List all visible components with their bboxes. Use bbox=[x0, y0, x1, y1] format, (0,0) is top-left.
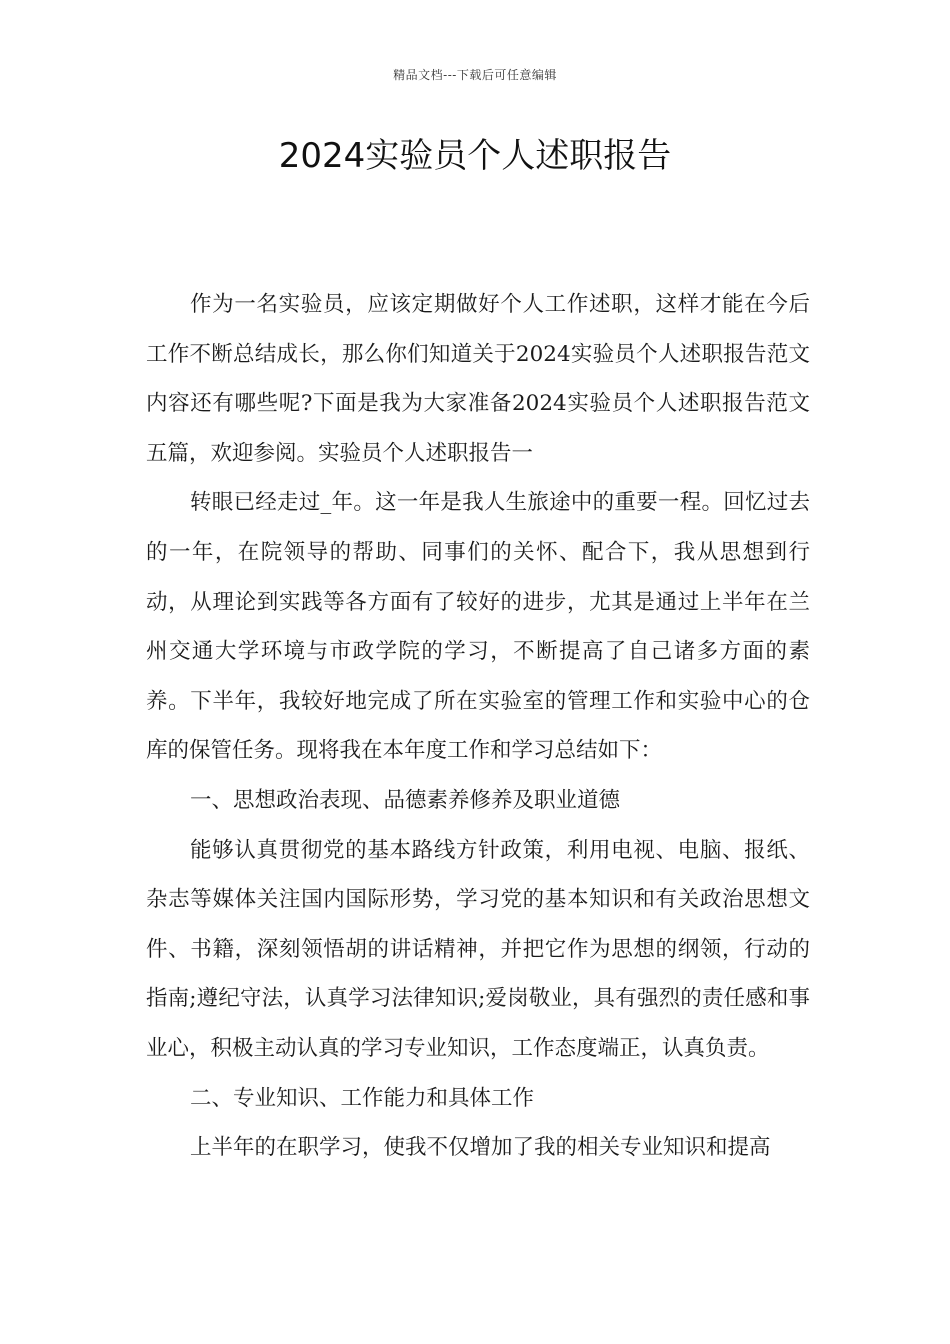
section-heading-1: 一、思想政治表现、品德素养修养及职业道德 bbox=[190, 787, 621, 813]
paragraph-intro: 作为一名实验员，应该定期做好个人工作述职，这样才能在今后工作不断总结成长，那么你们知道关于2024实验员个人述职报告范文内容还有哪些呢?下面是我为大家准备2024实验员个人述职报告范文五篇，欢迎参阅。实验员个人述职报告一 bbox=[146, 292, 810, 466]
document-title: 2024实验员个人述职报告 bbox=[278, 136, 672, 176]
header-note: 精品文档---下载后可任意编辑 bbox=[393, 68, 557, 82]
paragraph-politics: 能够认真贯彻党的基本路线方针政策，利用电视、电脑、报纸、杂志等媒体关注国内国际形势，学习党的基本知识和有关政治思想文件、书籍，深刻领悟胡的讲话精神，并把它作为思想的纲领，行动的指南;遵纪守法，认真学习法律知识;爱岗敬业，具有强烈的责任感和事业心，积极主动认真的学习专业知识，工作态度端正，认真负责。 bbox=[146, 837, 810, 1061]
section-heading-2: 二、专业知识、工作能力和具体工作 bbox=[190, 1085, 535, 1111]
document-body bbox=[146, 280, 810, 1173]
paragraph-review: 转眼已经走过_年。这一年是我人生旅途中的重要一程。回忆过去的一年，在院领导的帮助、同事们的关怀、配合下，我从思想到行动，从理论到实践等各方面有了较好的进步，尤其是通过上半年在兰州交通大学环境与市政学院的学习，不断提高了自己诸多方面的素养。下半年，我较好地完成了所在实验室的管理工作和实验中心的仓库的保管任务。现将我在本年度工作和学习总结如下： bbox=[146, 490, 810, 764]
paragraph-study: 上半年的在职学习，使我不仅增加了我的相关专业知识和提高 bbox=[190, 1135, 771, 1161]
